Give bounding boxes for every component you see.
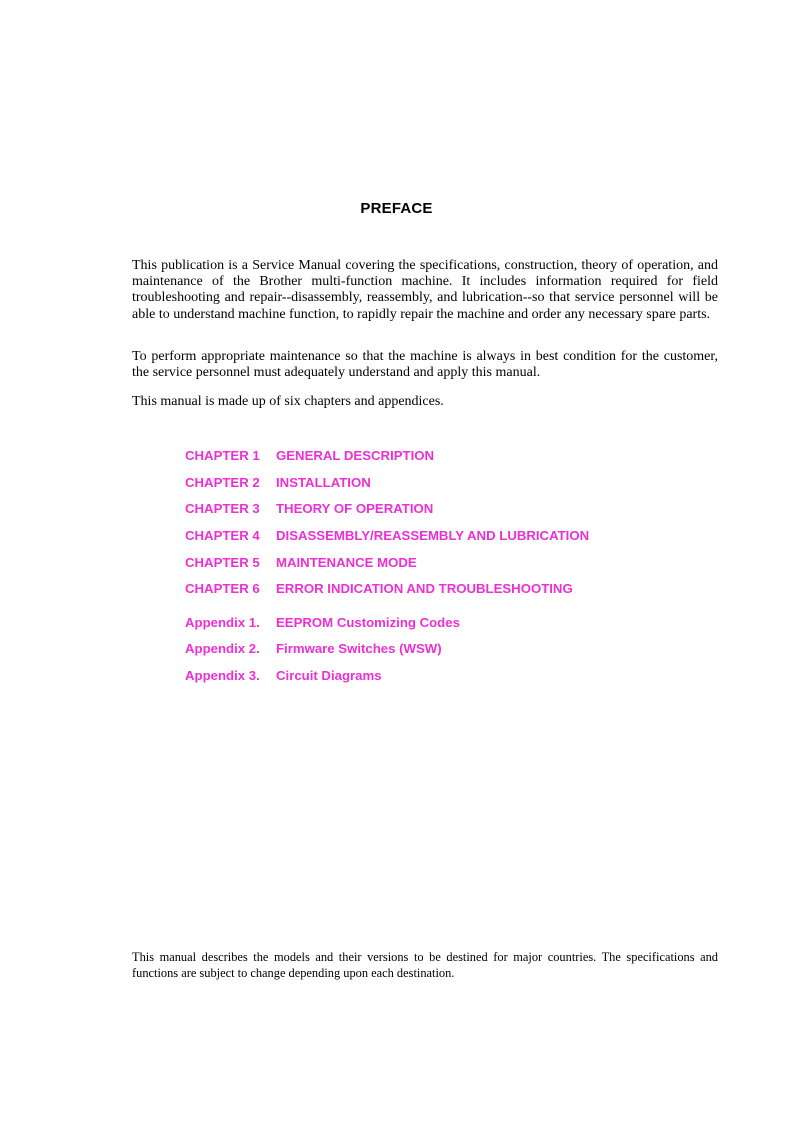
maintenance-paragraph: To perform appropriate maintenance so that the machine is always in best condition for the customer, the service personnel must adequately understand and apply this manual.	[132, 349, 718, 381]
toc-appendix-title: EEPROM Customizing Codes	[276, 615, 460, 630]
toc-chapter-label: CHAPTER 4	[185, 528, 260, 543]
toc-chapter-title: DISASSEMBLY/REASSEMBLY AND LUBRICATION	[276, 528, 590, 543]
page-title: PREFACE	[360, 200, 433, 217]
toc-chapter-label: CHAPTER 2	[185, 475, 260, 490]
toc-chapter-label: CHAPTER 1	[185, 448, 260, 463]
toc-appendix-label: Appendix 3.	[185, 668, 260, 683]
toc-appendix-title: Circuit Diagrams	[276, 668, 382, 683]
toc-chapter-title: ERROR INDICATION AND TROUBLESHOOTING	[276, 581, 573, 596]
toc-chapter-label: CHAPTER 5	[185, 555, 260, 570]
toc-chapter-title: INSTALLATION	[276, 475, 371, 490]
toc-chapter-label: CHAPTER 3	[185, 501, 260, 516]
footer-note: This manual describes the models and their versions to be destined for major countries. The specifications and functions are subject to change depending upon each destination.	[132, 950, 718, 980]
toc-chapter-title: MAINTENANCE MODE	[276, 555, 417, 570]
toc-appendix-label: Appendix 1.	[185, 615, 260, 630]
toc-appendix-title: Firmware Switches (WSW)	[276, 641, 442, 656]
intro-paragraph: This publication is a Service Manual covering the specifications, construction, theory of operation, and maintenance of the Brother multi-function machine. It includes information required for field troubleshooting and repair--disassembly, reassembly, and lubrication--so that service personnel will be able to understand machine function, to rapidly repair the machine and order any necessary spare parts.	[132, 258, 718, 322]
structure-paragraph: This manual is made up of six chapters and appendices.	[132, 394, 444, 409]
toc-chapter-label: CHAPTER 6	[185, 581, 260, 596]
toc-chapter-title: GENERAL DESCRIPTION	[276, 448, 435, 463]
toc-appendix-label: Appendix 2.	[185, 641, 260, 656]
toc-chapter-title: THEORY OF OPERATION	[276, 501, 434, 516]
